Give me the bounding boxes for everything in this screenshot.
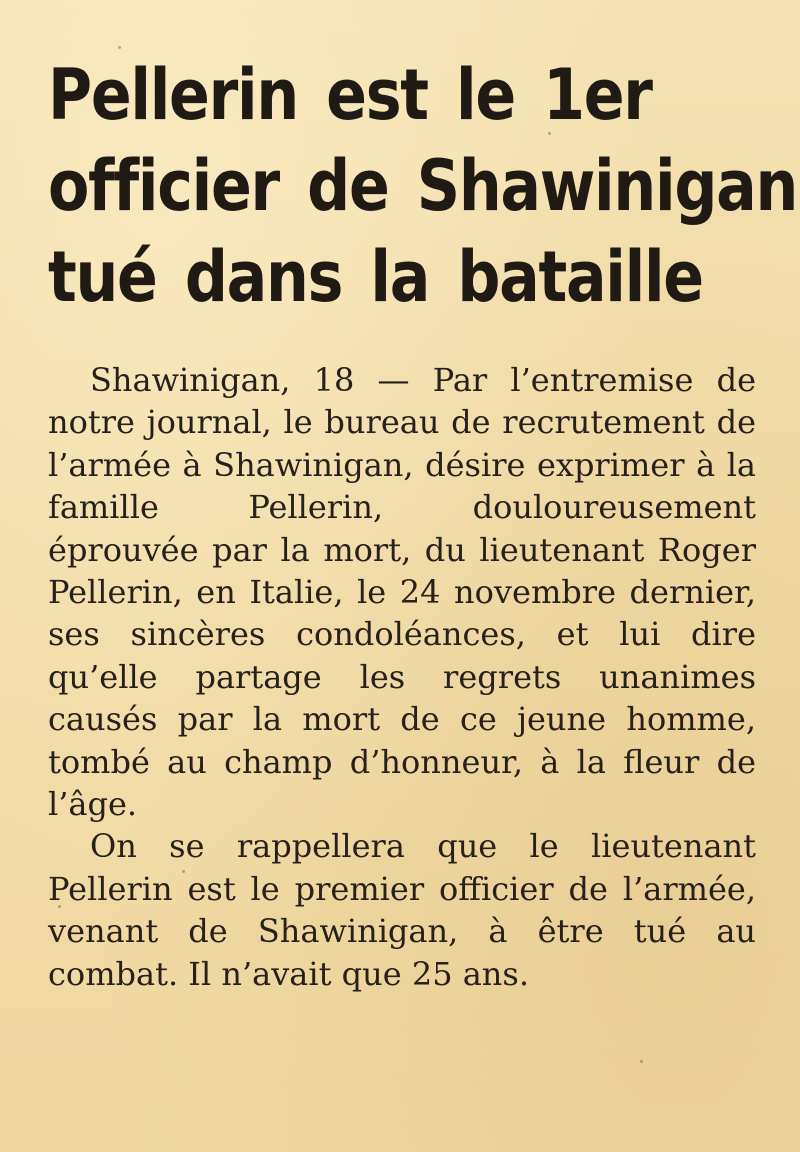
paragraph-2: On se rappellera que le lieutenant Pellerin est le premier officier de l’armée, venant de Shawinigan, à être tué au combat. Il n’avait que 25 ans. [48, 827, 756, 993]
article-body [48, 359, 756, 995]
paper-speck [478, 298, 481, 301]
paper-speck [182, 870, 185, 873]
paragraph-1: Shawinigan, 18 — Par l’entremise de notre journal, le bureau de recrutement de l’armée à Shawinigan, désire exprimer à la famille Pellerin, douloureusement éprouvée par la mort, du lieutenant Roger Pellerin, en Italie, le 24 novembre dernier, ses sincères condoléances, et lui dire qu’elle partage les regrets unanimes causés par la mort de ce jeune homme, tombé au champ d’honneur, à la fleur de l’âge. [48, 361, 756, 824]
headline [48, 50, 798, 323]
paper-speck [548, 132, 551, 135]
headline-line-1: Pellerin est le 1er [48, 54, 652, 136]
headline-line-2: officier de Shawinigan [48, 145, 798, 227]
paper-speck [118, 46, 121, 49]
paper-speck [640, 1060, 643, 1063]
paper-speck [58, 905, 61, 908]
headline-line-3: tué dans la bataille [48, 236, 703, 318]
